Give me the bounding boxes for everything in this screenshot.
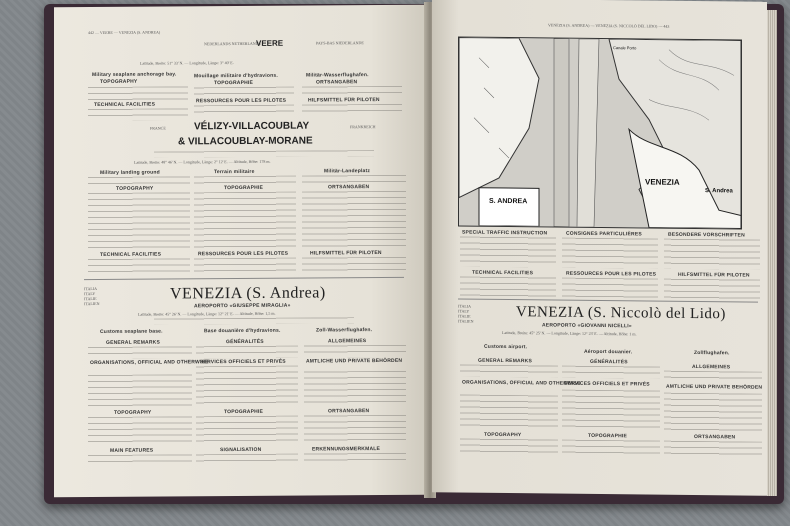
vl-c1-3: TOPOGRAPHY	[484, 431, 522, 439]
rp-top-5: HILFSMITTEL FÜR PILOTEN	[678, 271, 750, 279]
va-c1-3: TOPOGRAPHY	[114, 409, 152, 416]
va-c3-0: Zoll-Wasserflughafen.	[316, 327, 373, 334]
vl-c1-2: ORGANISATIONS, OFFICIAL AND OTHERWISE	[462, 379, 581, 387]
velizy-title-1: VÉLIZY-VILLACOUBLAY	[194, 120, 310, 133]
velizy-title-2: & VILLACOUBLAY-MORANE	[178, 135, 313, 148]
velizy-s1: TOPOGRAPHY	[116, 185, 154, 192]
velizy-s8: HILFSMITTEL FÜR PILOTEN	[310, 250, 382, 257]
veere-s2: TECHNICAL FACILITIES	[94, 101, 156, 109]
va-c2-2: SERVICES OFFICIELS ET PRIVÉS	[200, 358, 286, 366]
venezia-andrea-subtitle: AEROPORTO «GIUSEPPE MIRAGLIA»	[194, 302, 291, 310]
velizy-country-right: FRANKREICH	[350, 124, 376, 130]
vl-c3-0: Zollflughafen.	[694, 349, 730, 357]
map-label-venezia: VENEZIA	[645, 177, 680, 187]
va-c2-4: SIGNALISATION	[220, 446, 262, 454]
vl-c2-0: Aéroport douanier.	[584, 348, 633, 356]
va-c3-3: ORTSANGABEN	[328, 408, 370, 415]
veere-country-right: PAYS-BAS NIEDERLANDE	[316, 40, 364, 46]
map-label-sandrea-box: S. ANDREA	[489, 197, 528, 206]
left-page	[54, 5, 426, 498]
velizy-coords: Latitude, Breite: 48° 46' N. — Longitude, Länge: 2° 12' E. — Altitude, Höhe: 178 m.	[134, 158, 271, 165]
venezia-tag-2: ITALIE	[84, 296, 97, 302]
veere-s6: Militär-Wasserflughafen.	[306, 72, 369, 79]
veere-coords: Latitude, Breite: 51° 33' N. — Longitude, Länge: 3° 40' E.	[140, 60, 234, 66]
veere-s0: Military seaplane anchorage bay.	[92, 71, 177, 79]
vl-c2-1: GÉNÉRALITÉS	[590, 358, 628, 366]
va-c3-4: ERKENNUNGSMERKMALE	[312, 446, 381, 453]
page-edges	[767, 10, 777, 496]
venezia-lido-title: VENEZIA (S. Niccolò del Lido)	[516, 304, 726, 323]
va-c1-1: GENERAL REMARKS	[106, 339, 161, 346]
vl-c1-0: Customs airport.	[484, 343, 528, 351]
veere-s4: TOPOGRAPHIE	[214, 79, 254, 87]
rp-tag-0: ITALIA	[458, 303, 472, 309]
va-c1-2: ORGANISATIONS, OFFICIAL AND OTHERWISE	[90, 359, 209, 367]
velizy-s6: Militär-Landeplatz	[324, 168, 371, 175]
veere-s5: RESSOURCES POUR LES PILOTES	[196, 97, 287, 105]
veere-s7: ORTSANGABEN	[316, 79, 358, 86]
venezia-tag-1: ITALY	[84, 291, 96, 297]
rp-tag-1: ITALY	[458, 308, 470, 314]
venezia-lido-coords: Latitude, Breite: 45° 25' N. — Longitude, Länge: 12° 23' E. — Altitude, Höhe: 1 m.	[502, 329, 637, 337]
left-running-header: 442 — VEERE — VENEZIA (S. ANDREA)	[88, 29, 161, 36]
velizy-s7: ORTSANGABEN	[328, 184, 370, 191]
velizy-s5: RESSOURCES POUR LES PILOTES	[198, 250, 289, 258]
venezia-andrea-title: VENEZIA (S. Andrea)	[170, 284, 326, 303]
va-c3-2: AMTLICHE UND PRIVATE BEHÖRDEN	[306, 357, 403, 365]
right-page	[432, 0, 767, 496]
vl-c3-3: ORTSANGABEN	[694, 433, 736, 441]
rp-top-4: RESSOURCES POUR LES PILOTES	[566, 270, 657, 278]
va-c2-3: TOPOGRAPHIE	[224, 408, 264, 416]
rp-tag-3: ITALIEN	[458, 318, 474, 324]
va-c2-1: GÉNÉRALITÉS	[226, 338, 264, 346]
venezia-map	[458, 37, 742, 230]
map-label-sandrea: S. Andrea	[705, 188, 733, 195]
veere-s8: HILFSMITTEL FÜR PILOTEN	[308, 97, 380, 104]
velizy-country-left: FRANCE	[150, 125, 166, 131]
va-c2-0: Base douanière d'hydravions.	[204, 327, 281, 335]
right-running-header: VENEZIA (S. ANDREA) — VENEZIA (S. NICCOLÒ DEL LIDO) — 443	[548, 22, 670, 29]
vl-c3-1: ALLGEMEINES	[692, 363, 731, 371]
vl-c2-2: SERVICES OFFICIELS ET PRIVÉS	[564, 380, 650, 388]
venezia-andrea-coords: Latitude, Breite: 45° 26' N. — Longitude, Länge: 12° 21' E. — Altitude, Höhe: 1,5 m.	[138, 310, 276, 317]
rp-top-3: TECHNICAL FACILITIES	[472, 269, 534, 277]
va-c1-0: Customs seaplane base.	[100, 328, 163, 335]
velizy-s0: Military landing ground	[100, 169, 160, 176]
veere-s3: Mouillage militaire d'hydravions.	[194, 72, 278, 80]
veere-s1: TOPOGRAPHY	[100, 78, 138, 85]
rp-top-1: CONSIGNES PARTICULIÈRES	[566, 230, 642, 238]
veere-country-left: NEDERLANDS NETHERLANDS	[204, 40, 261, 47]
venezia-lido-subtitle: AEROPORTO «GIOVANNI NICELLI»	[542, 322, 632, 330]
rp-tag-2: ITALIE	[458, 313, 471, 319]
rp-top-0: SPECIAL TRAFFIC INSTRUCTION	[462, 229, 548, 237]
velizy-s2: TECHNICAL FACILITIES	[100, 251, 162, 258]
vl-c3-2: AMTLICHE UND PRIVATE BEHÖRDEN	[666, 383, 763, 391]
rp-top-2: BESONDERE VORSCHRIFTEN	[668, 231, 745, 239]
vl-c2-3: TOPOGRAPHIE	[588, 432, 628, 440]
velizy-s4: TOPOGRAPHIE	[224, 184, 264, 192]
venezia-tag-3: ITALIEN	[84, 300, 100, 307]
vl-c1-1: GENERAL REMARKS	[478, 357, 533, 365]
venezia-tag-0: ITALIA	[84, 285, 98, 292]
va-c3-1: ALLGEMEINES	[328, 338, 367, 345]
map-label-top: Canale Porto	[613, 45, 637, 51]
velizy-s3: Terrain militaire	[214, 168, 255, 176]
va-c1-4: MAIN FEATURES	[110, 447, 154, 454]
veere-title: VEERE	[256, 38, 284, 48]
